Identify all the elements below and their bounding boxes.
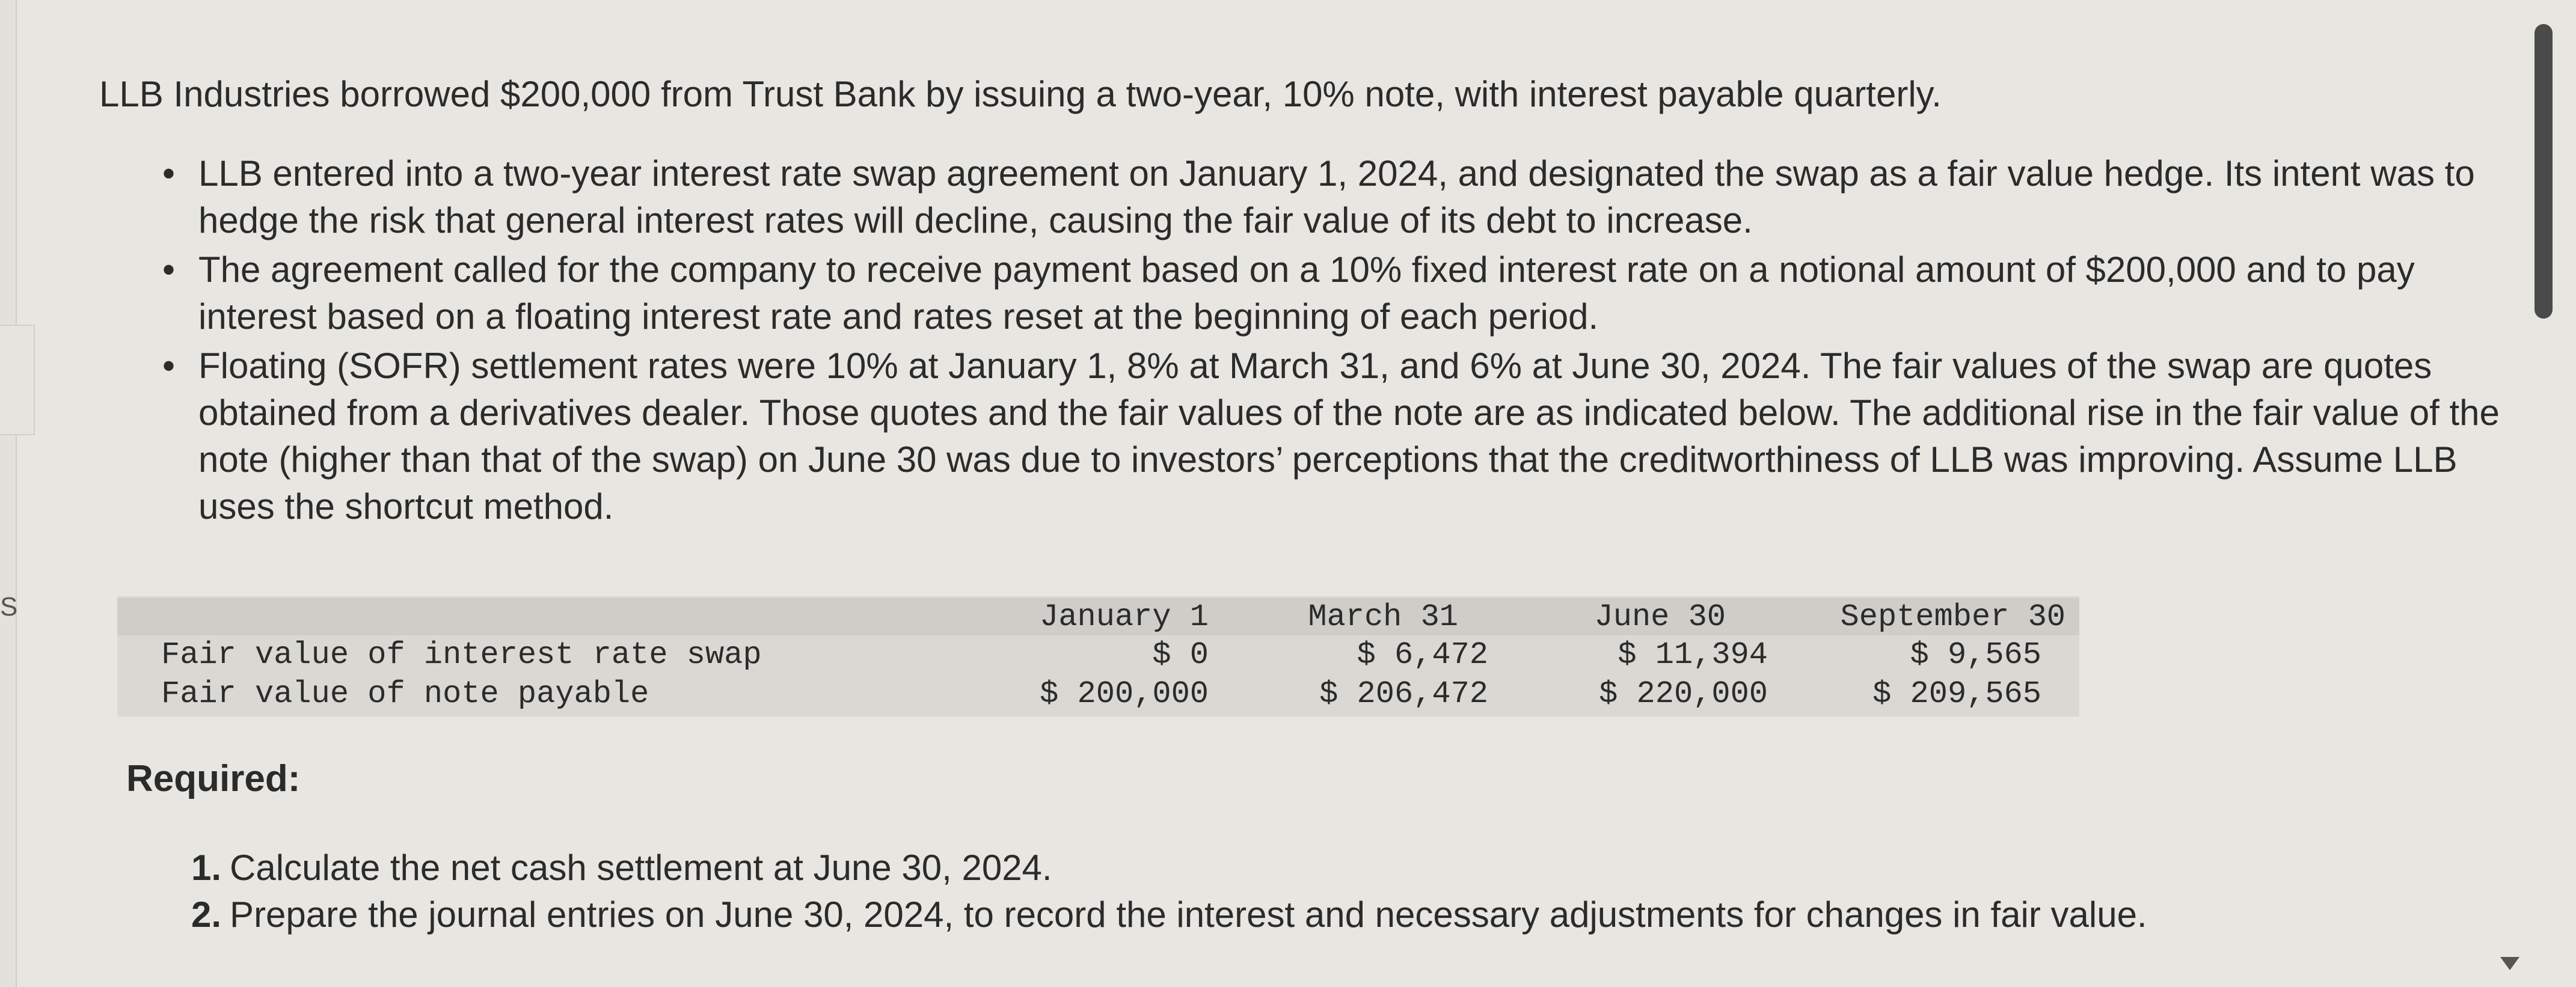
header-march-31: March 31 <box>1308 599 1458 635</box>
requirement-2-number: 2. <box>191 894 222 935</box>
requirements-list <box>191 845 2147 938</box>
side-letter: S <box>0 592 18 622</box>
left-panel-edge <box>0 0 17 987</box>
requirement-1-number: 1. <box>191 848 222 888</box>
bullet-settlement-rates: • Floating (SOFR) settlement rates were 10% at January 1, 8% at March 31, and 6% at June 30, 2024. The fair values of the swap are quotes obtained from a derivatives dealer. Those quotes and the fair values of the note are as indicated below. The additional rise in the fair value of the note (higher than that of the swap) on June 30 was due to investors’ perceptions that the creditworthiness of LLB was improving. Assume LLB uses the shortcut method. <box>198 343 2532 530</box>
row-label-note: Fair value of note payable <box>161 676 649 712</box>
requirement-1-text: Calculate the net cash settlement at June 30, 2024. <box>230 848 1052 888</box>
header-january-1: January 1 <box>1040 599 1209 635</box>
scroll-down-icon[interactable] <box>2500 957 2519 970</box>
problem-intro: LLB Industries borrowed $200,000 from Trust Bank by issuing a two-year, 10% note, with interest payable quarterly. <box>99 74 1942 114</box>
swap-jan-1: $ 0 <box>1152 637 1209 673</box>
note-mar-31: $ 206,472 <box>1319 676 1488 712</box>
row-label-swap: Fair value of interest rate swap <box>161 637 762 673</box>
swap-mar-31: $ 6,472 <box>1357 637 1488 673</box>
left-panel-tab <box>0 325 35 435</box>
required-heading: Required: <box>126 758 301 799</box>
note-sep-30: $ 209,565 <box>1872 676 2041 712</box>
bullet-agreement-terms: • The agreement called for the company to receive payment based on a 10% fixed interest rate on a notional amount of $200,000 and to pay interest based on a floating interest rate and rates reset at the beginning of each period. <box>198 246 2532 340</box>
header-september-30: September 30 <box>1840 599 2065 635</box>
requirement-1 <box>191 845 2147 891</box>
swap-sep-30: $ 9,565 <box>1910 637 2041 673</box>
requirement-2-text: Prepare the journal entries on June 30, 2024, to record the interest and necessary adjustments for changes in fair value. <box>230 894 2147 935</box>
problem-bullets <box>198 150 2532 533</box>
note-jan-1: $ 200,000 <box>1040 676 1209 712</box>
header-june-30: June 30 <box>1594 599 1726 635</box>
scrollbar-thumb[interactable] <box>2535 24 2553 319</box>
requirement-2 <box>191 891 2147 938</box>
bullet-swap-agreement: • LLB entered into a two-year interest rate swap agreement on January 1, 2024, and designated the swap as a fair value hedge. Its intent was to hedge the risk that general interest rates will decline, causing the fair value of its debt to increase. <box>198 150 2532 244</box>
swap-jun-30: $ 11,394 <box>1618 637 1768 673</box>
note-jun-30: $ 220,000 <box>1599 676 1768 712</box>
